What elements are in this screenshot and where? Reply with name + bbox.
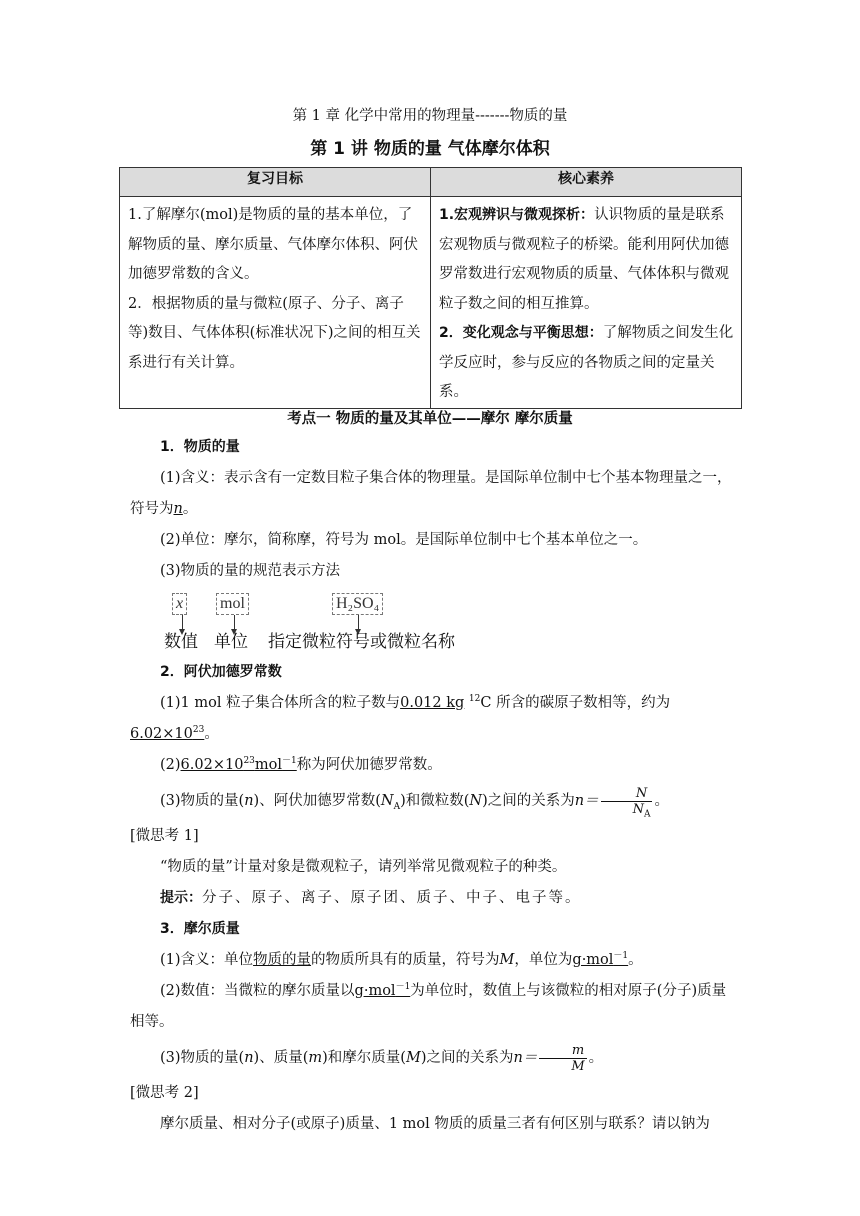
s3-p3 — [130, 1038, 740, 1078]
hint-label: 提示： — [160, 890, 202, 906]
symbol: M — [405, 1050, 421, 1066]
diagram-box-unit: mol — [216, 593, 249, 615]
think-1-title: [微思考 1] — [130, 828, 199, 844]
lesson-title: 第 1 讲 物质的量 气体摩尔体积 — [310, 139, 550, 159]
s1-unit: (2)单位：摩尔，简称摩，符号为 mol。是国际单位制中七个基本单位之一。 — [160, 532, 648, 548]
think-1-hint — [130, 883, 740, 914]
diagram-box-value: x — [172, 593, 187, 615]
text: 称为阿伏加德罗常数。 — [296, 757, 442, 773]
down-arrow-icon — [234, 615, 235, 631]
superscript: 23 — [243, 756, 255, 767]
text: C 所含的碳原子数相等，约为 — [480, 695, 671, 711]
underlined-answer — [355, 983, 411, 999]
superscript: 12 — [468, 694, 481, 705]
diagram-label-value: 数值 — [164, 632, 198, 652]
text: (2)数值：当微粒的摩尔质量以 — [160, 983, 355, 999]
competency-cell — [431, 197, 742, 409]
text: 为单位时，数值上与该微粒的相对原子(分子)质量相等。 — [130, 983, 727, 1030]
fraction — [539, 1043, 586, 1074]
text: mol — [254, 757, 283, 773]
goal-1: 1.了解摩尔(mol)是物质的量的基本单位，了解物质的量、摩尔质量、气体摩尔体积、阿伏加德罗常数的含义。 — [128, 207, 418, 282]
symbol: N — [380, 793, 394, 809]
text: N — [632, 801, 644, 817]
text: 。 — [628, 952, 643, 968]
s1-definition — [130, 463, 740, 525]
diagram-label-particle: 指定微粒符号或微粒名称 — [268, 632, 455, 652]
fraction — [601, 785, 653, 820]
section-2-heading: 2．阿伏加德罗常数 — [160, 664, 282, 680]
text: 6.02×10 — [180, 757, 244, 773]
competency-2-text: 了解物质之间发生化学反应时，参与反应的各物质之间的定量关系。 — [439, 325, 734, 400]
competency-2 — [439, 319, 735, 408]
equation: n＝ — [574, 793, 599, 809]
subscript: A — [643, 809, 651, 820]
think-2-question: 摩尔质量、相对分子(或原子)质量、1 mol 物质的质量三者有何区别与联系？请以钠为 — [160, 1116, 710, 1132]
numerator: N — [635, 785, 648, 801]
underlined-answer: 物质的量 — [253, 952, 312, 968]
s3-p1 — [130, 945, 740, 976]
superscript: －1 — [282, 756, 297, 767]
notation-diagram — [160, 587, 740, 657]
symbol: n — [244, 793, 254, 809]
subscript: A — [393, 801, 401, 812]
goals-cell — [120, 197, 431, 409]
diagram-box-formula: H₂SO₄ — [332, 593, 383, 615]
goals-header: 复习目标 — [120, 168, 431, 197]
section-3-heading: 3．摩尔质量 — [160, 921, 240, 937]
underlined-answer — [130, 726, 204, 742]
underlined-answer — [572, 952, 628, 968]
text: )和摩尔质量( — [322, 1050, 406, 1066]
equation: n＝ — [513, 1050, 538, 1066]
competency-1-text: 认识物质的量是联系宏观物质与微观粒子的桥梁。能利用阿伏加德罗常数进行宏观物质的质量、气体体积与微观粒子数之间的相互推算。 — [439, 207, 729, 312]
text: )之间的关系为 — [420, 1050, 514, 1066]
chapter-title: 第 1 章 化学中常用的物理量-------物质的量 — [292, 108, 568, 124]
underlined-answer — [181, 757, 297, 773]
symbol: M — [499, 952, 515, 968]
s1-def-end: 。 — [182, 501, 198, 517]
numerator: m — [571, 1042, 585, 1058]
text: 的物质所具有的质量，符号为 — [311, 952, 500, 968]
competency-1-title: 1.宏观辨识与微观探析： — [439, 207, 595, 223]
s1-def-symbol: n — [173, 501, 183, 517]
text: )、阿伏加德罗常数( — [253, 793, 381, 809]
text: g·mol — [572, 952, 614, 968]
superscript: 23 — [192, 725, 205, 736]
down-arrow-icon — [182, 615, 183, 631]
s2-p1 — [130, 688, 740, 750]
main-content — [130, 432, 740, 1140]
text: )和微粒数( — [400, 793, 470, 809]
competency-2-title: 2．变化观念与平衡思想： — [439, 325, 603, 341]
down-arrow-icon — [358, 615, 359, 631]
text: (1)含义：单位 — [160, 952, 254, 968]
denominator: M — [539, 1058, 586, 1074]
superscript: －1 — [613, 951, 629, 962]
text: ，单位为 — [514, 952, 573, 968]
s3-p2 — [130, 976, 740, 1038]
text: (3)物质的量( — [160, 1050, 245, 1066]
competency-header: 核心素养 — [431, 168, 742, 197]
text: 。 — [654, 793, 669, 809]
text: (3)物质的量( — [160, 793, 245, 809]
diagram-label-unit: 单位 — [214, 632, 248, 652]
hint-text: 分子、原子、离子、原子团、质子、中子、电子等。 — [202, 890, 582, 906]
s2-p2: $(2)6.02\times 10^{23}mol^{-1}$称为阿伏加德罗常数。 — [160, 756, 442, 773]
s1-def-text: (1)含义：表示含有一定数目粒子集合体的物理量。是国际单位制中七个基本物理量之一，符号为 — [130, 470, 732, 517]
text: )之间的关系为 — [482, 793, 575, 809]
goal-2: 2．根据物质的量与微粒(原子、分子、离子等)数目、气体体积(标准状况下)之间的相互关系进行有关计算。 — [128, 295, 421, 371]
text: )、质量( — [253, 1050, 309, 1066]
goals-table — [119, 167, 742, 409]
denominator — [601, 801, 653, 820]
s1-norm: (3)物质的量的规范表示方法 — [160, 563, 341, 579]
text: 6.02×10 — [130, 726, 193, 742]
text: 。 — [588, 1050, 604, 1066]
topic-heading: 考点一 物质的量及其单位——摩尔 摩尔质量 — [287, 411, 573, 427]
symbol: m — [308, 1050, 323, 1066]
symbol: N — [469, 793, 483, 809]
think-1-question: “物质的量”计量对象是微观粒子，请列举常见微观粒子的种类。 — [160, 859, 567, 875]
text: g·mol — [354, 983, 396, 999]
section-1-heading: 1．物质的量 — [160, 439, 240, 455]
symbol: n — [244, 1050, 254, 1066]
competency-1 — [439, 201, 735, 319]
underlined-answer: 0.012 kg — [400, 695, 465, 711]
superscript: －1 — [395, 982, 411, 993]
s2-p3 — [130, 781, 740, 821]
text: (1)1 mol 粒子集合体所含的粒子数与 — [160, 695, 401, 711]
text: 。 — [204, 726, 219, 742]
think-2-title: [微思考 2] — [130, 1085, 199, 1101]
